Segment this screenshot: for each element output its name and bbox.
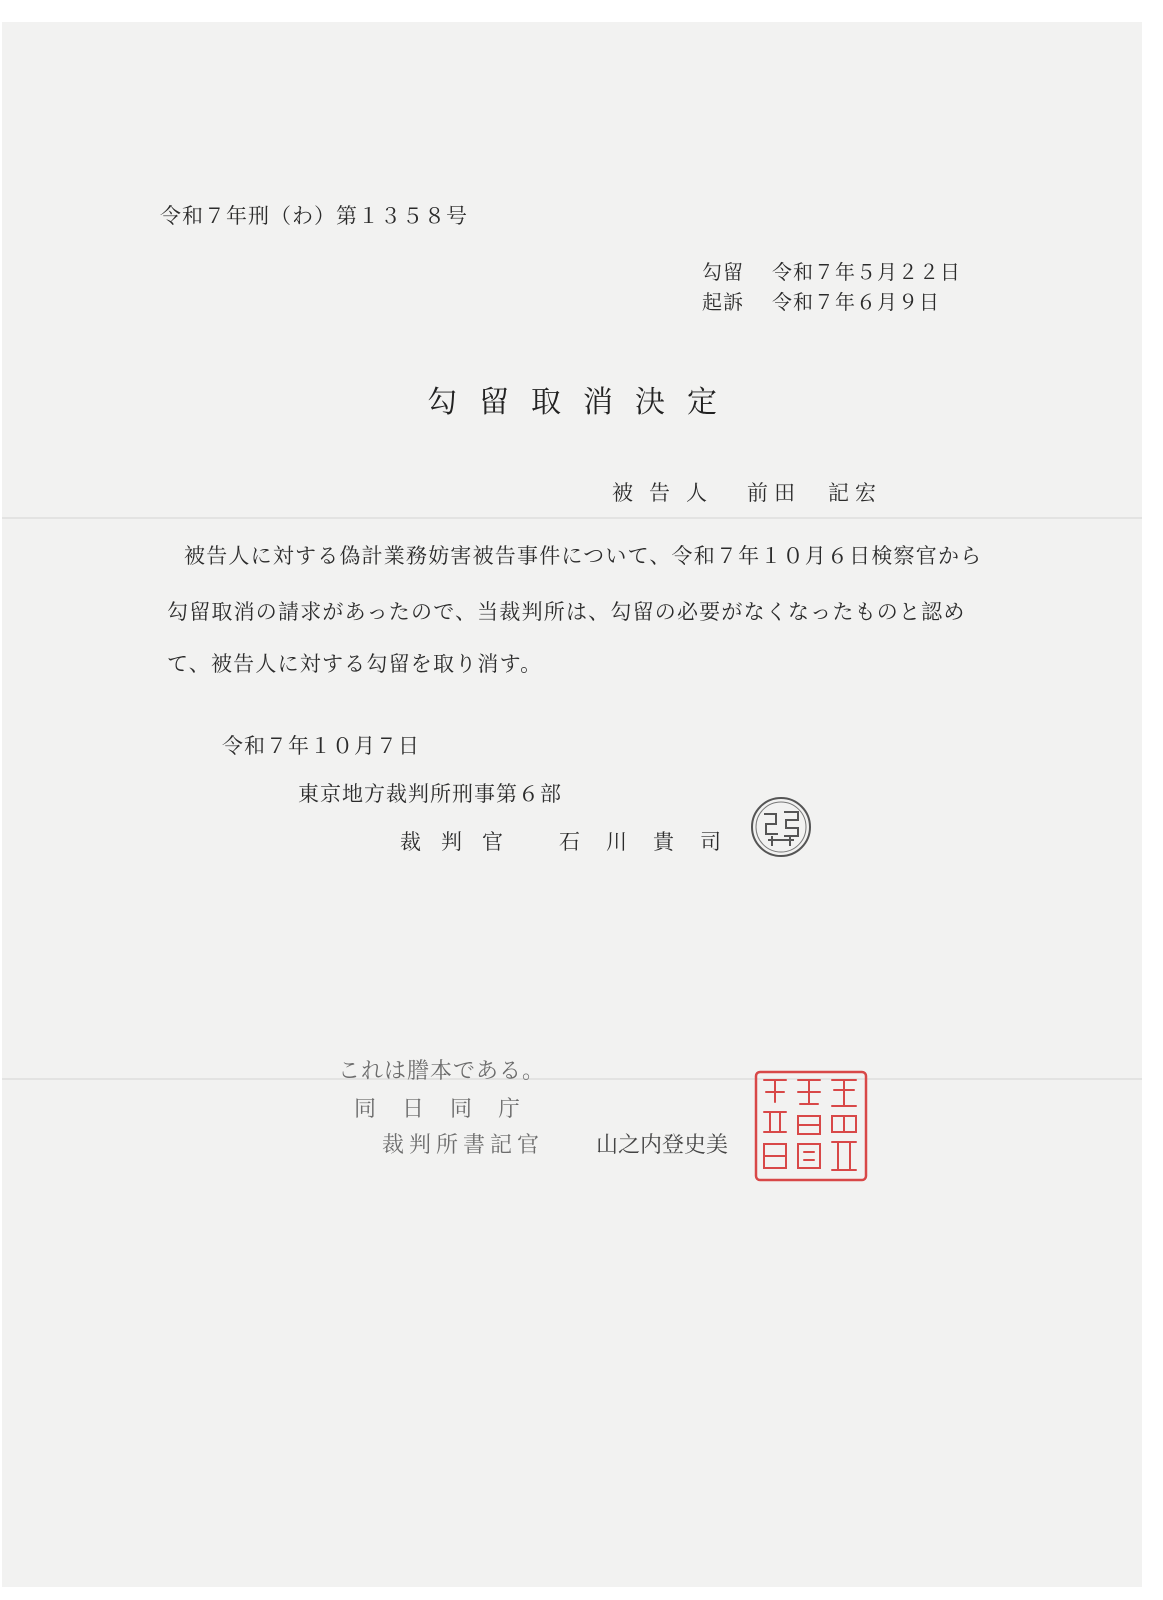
fold-line (2, 517, 1142, 519)
indictment-label: 起訴 (702, 290, 744, 314)
clerk-name: 山之内登史美 (596, 1133, 729, 1158)
indictment-date-row (702, 286, 940, 315)
defendant-name: 前田 記宏 (747, 481, 882, 505)
body-line-3: て、被告人に対する勾留を取り消す。 (167, 652, 543, 676)
detention-date: 令和７年５月２２日 (772, 260, 961, 284)
judge-seal-icon (750, 796, 812, 858)
judge-name: 石川貴司 (559, 830, 747, 854)
case-number: 令和７年刑（わ）第１３５８号 (160, 204, 468, 228)
document-title: 勾留取消決定 (427, 385, 739, 420)
indictment-date: 令和７年６月９日 (772, 290, 940, 314)
clerk-row (382, 1128, 728, 1159)
clerk-seal-icon (754, 1070, 868, 1182)
defendant-label: 被告人 (612, 481, 723, 505)
body-line-1: 被告人に対する偽計業務妨害被告事件について、令和７年１０月６日検察官から (184, 544, 983, 568)
court-division: 東京地方裁判所刑事第６部 (298, 782, 562, 806)
defendant-row (612, 477, 882, 507)
document-page (2, 22, 1142, 1587)
decision-date: 令和７年１０月７日 (222, 734, 420, 758)
detention-date-row (702, 256, 961, 285)
detention-label: 勾留 (702, 260, 744, 284)
certification-same-day: 同日同庁 (354, 1097, 547, 1122)
body-line-2: 勾留取消の請求があったので、当裁判所は、勾留の必要がなくなったものと認め (167, 600, 966, 624)
fold-line (2, 1078, 1142, 1080)
clerk-role: 裁判所書記官 (382, 1133, 545, 1158)
certification-statement: これは謄本である。 (338, 1059, 546, 1084)
judge-role: 裁判官 (400, 830, 523, 854)
judge-signature-row (400, 826, 747, 856)
